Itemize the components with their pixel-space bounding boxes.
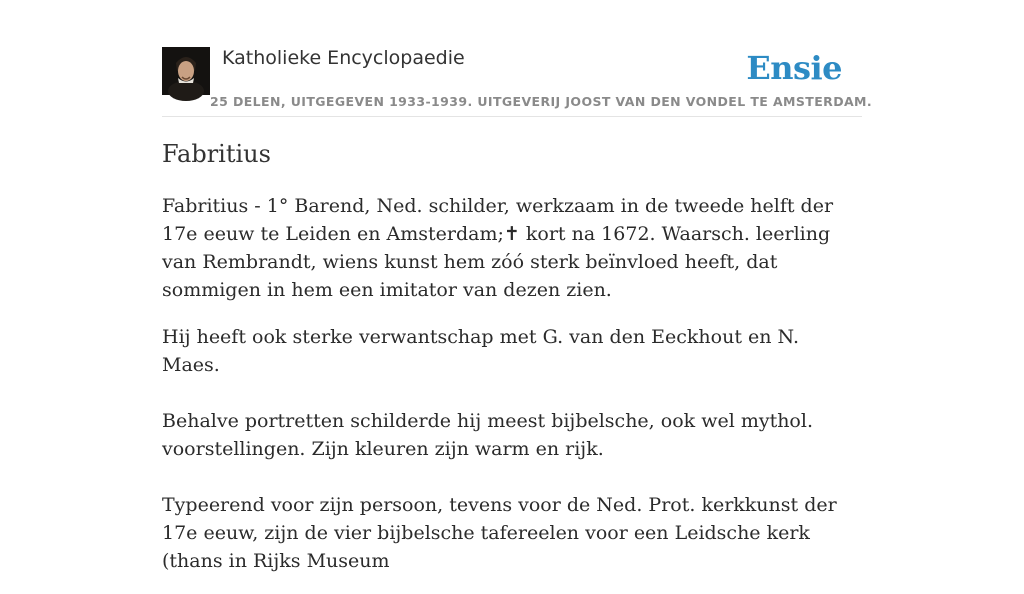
brand-logo[interactable]: Ensie — [746, 49, 842, 87]
article-paragraph: Behalve portretten schilderde hij meest bijbelsche, ook wel mythol. voorstellingen. Zijn kleuren zijn warm en rijk. — [162, 410, 813, 460]
source-title[interactable]: Katholieke Encyclopaedie — [222, 47, 465, 69]
source-subtitle: 25 DELEN, UITGEGEVEN 1933-1939. UITGEVERIJ JOOST VAN DEN VONDEL TE AMSTERDAM. — [210, 94, 873, 109]
article-title: Fabritius — [162, 140, 271, 168]
article-paragraph: Fabritius - 1° Barend, Ned. schilder, werkzaam in de tweede helft der 17e eeuw te Leiden en Amsterdam;✝ kort na 1672. Waarsch. leerling van Rembrandt, wiens kunst hem zóó sterk beïnvloed heeft, dat sommigen in hem een imitator van dezen zien. — [162, 195, 834, 301]
source-avatar[interactable] — [162, 47, 210, 95]
article-paragraph: Hij heeft ook sterke verwantschap met G. van den Eeckhout en N. Maes. — [162, 326, 799, 376]
article-body — [162, 192, 862, 594]
portrait-icon — [162, 47, 210, 95]
article-paragraph: Typeerend voor zijn persoon, tevens voor de Ned. Prot. kerkkunst der 17e eeuw, zijn de vier bijbelsche tafereelen voor een Leidsche kerk (thans in Rijks Museum — [162, 494, 837, 572]
source-header — [162, 45, 873, 117]
